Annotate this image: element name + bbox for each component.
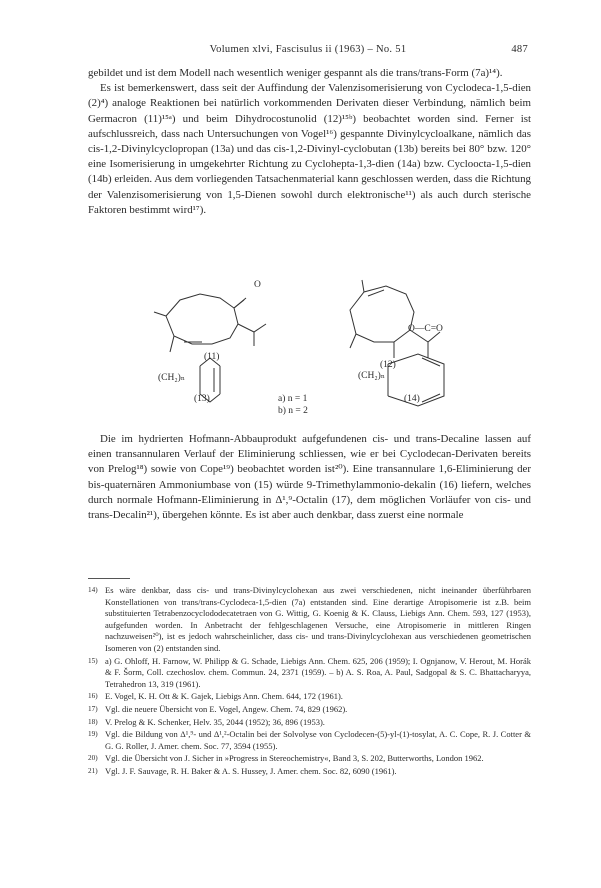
footnote bbox=[88, 656, 531, 691]
structure-12 bbox=[350, 280, 440, 358]
ketone-oxygen-label: O bbox=[254, 280, 261, 290]
footnote bbox=[88, 704, 531, 716]
footnote bbox=[88, 585, 531, 655]
running-head: Volumen xlvi, Fascisulus ii (1963) – No. 51 bbox=[209, 44, 407, 55]
structure-11 bbox=[154, 294, 266, 352]
body-text-upper bbox=[88, 66, 531, 218]
label-11: (11) bbox=[204, 352, 220, 362]
label-14: (14) bbox=[404, 394, 420, 404]
footnote-divider bbox=[88, 578, 130, 579]
ch2n-label-right: (CH₂)ₙ bbox=[358, 371, 385, 381]
footnote bbox=[88, 691, 531, 703]
footnote-mark: 18) bbox=[88, 717, 98, 726]
footnote-text: Vgl. J. F. Sauvage, R. H. Baker & A. S. Hussey, J. Amer. chem. Soc. 82, 6090 (1961). bbox=[105, 765, 397, 776]
footnote-mark: 21) bbox=[88, 766, 98, 775]
footnote-mark: 14) bbox=[88, 586, 98, 594]
footnote-text: Es wäre denkbar, dass cis- und trans-Divinylcyclohexan aus zwei verschiedenen, nicht ineinander überführbaren Konstellationen von trans/trans-Cyclodeca-1,5-dien (7a) entstanden sind. Eine derartige Atropisomerie ist z.B. beim substituierten Tetrabenzocyclododecatetraen von G. Wittig, G. Koenig & K. Clauss, Liebigs Ann. Chem. 593, 127 (1953), aufgefunden worden. In Anbetracht der fehlgeschlagenen Versuche, eine Atropisomerie in mittleren Ringen nachzuweisen²⁰), ist es jedoch wahrscheinlicher, dass cis- und trans-Divinylcyclohexan aus verschiedenen geometrischen Isomeren von (2) entstanden sind. bbox=[105, 585, 531, 653]
footnote-mark: 20) bbox=[88, 754, 98, 763]
paragraph-1: gebildet und ist dem Modell nach wesentlich weniger gespannt als die trans/trans-Form (7a)¹⁴). bbox=[88, 67, 503, 79]
footnote bbox=[88, 729, 531, 752]
paragraph-2: Es ist bemerkenswert, dass seit der Auffindung der Valenzisomerisierung von Cyclodeca-1,5-dien (2)⁴) analoge Reaktionen bei natürlich vorkommenden Derivaten dieser Verbindung, nämlich beim Germacron (11)¹⁵ᵃ) und beim Dihydrocostunolid (12)¹⁵ᵇ) beobachtet worden sind. Ferner ist aufschlussreich, dass nach Untersuchungen von Vogel¹⁶) gespannte Divinylcycloalkane, nämlich das cis-1,2-Divinylcyclopropan (13a) und das cis-1,2-Divinyl-cyclobutan (13b) bereits bei 80° bzw. 120° eine Isomerisierung in umgekehrter Richtung zu Cyclohepta-1,3-dien (14a) bzw. Cycloocta-1,5-dien (14b) erleiden. Aus dem vorliegenden Tatsachenmaterial kann geschlossen werden, dass die Richtung der Valenzisomerisierung von 1,5-Dienen sowohl durch elektronische¹¹) als auch durch sterische Faktoren bestimmt wird¹⁷). bbox=[88, 82, 531, 216]
chemical-structures-figure bbox=[88, 272, 531, 422]
body-text-lower bbox=[88, 432, 531, 523]
structure-drawings bbox=[88, 272, 531, 422]
footnote-text: a) G. Ohloff, H. Farnow, W. Philipp & G. Schade, Liebigs Ann. Chem. 625, 206 (1959); I. Ognjanow, V. Herout, M. Horák & F. Šorm, Coll. czechoslov. chem. Commun. 24, 2371 (1959). – b) A. S. Roa, A. Paul, Sadgopal & S. C. Bhattacharyya, Tetrahedron 13, 319 (1961). bbox=[105, 655, 531, 689]
paragraph-3: Die im hydrierten Hofmann-Abbauprodukt aufgefundenen cis- und trans-Decaline lassen auf einen transannularen Verlauf der Eliminierung schliessen, wie er bei Cyclodecan-Derivaten bereits von Prelog¹⁸) sowie von Cope¹⁹) beobachtet worden ist²⁰). Eine transannulare 1,6-Eliminierung der bis-quaternären Ammoniumbase von (15) würde 9-Trimethylammonio-dekalin (16) liefern, welches durch normale Hofmann-Eliminierung in Δ¹,⁹-Octalin (17), dem möglichen Vorläufer von cis- und trans-Decalin²¹), übergehen könnte. Es ist aber auch denkbar, dass zuerst eine normale bbox=[88, 433, 531, 522]
case-a: a) n = 1 bbox=[278, 394, 308, 404]
label-13: (13) bbox=[194, 394, 210, 404]
footnote-mark: 19) bbox=[88, 730, 98, 739]
footnote-text: Vgl. die neuere Übersicht von E. Vogel, Angew. Chem. 74, 829 (1962). bbox=[105, 703, 348, 714]
lactone-label: O—C=O bbox=[408, 324, 443, 334]
footnotes bbox=[88, 585, 531, 779]
footnote-text: Vgl. die Bildung von Δ¹,⁹- und Δ¹,²-Octalin bei der Solvolyse von Cyclodecen-(5)-yl-(1)-tosylat, A. C. Cope, R. J. Cotter & G. G. Roller, J. Amer. chem. Soc. 77, 3594 (1955). bbox=[105, 729, 531, 751]
ch2n-label-left: (CH₂)ₙ bbox=[158, 373, 185, 383]
footnote-mark: 16) bbox=[88, 692, 98, 701]
footnote-text: Vgl. die Übersicht von J. Sicher in »Progress in Stereochemistry«, Band 3, S. 202, Butterworths, London 1962. bbox=[105, 753, 484, 764]
footnote-mark: 17) bbox=[88, 704, 98, 713]
footnote bbox=[88, 753, 531, 765]
case-b: b) n = 2 bbox=[278, 406, 308, 416]
footnote bbox=[88, 717, 531, 729]
footnote-text: V. Prelog & K. Schenker, Helv. 35, 2044 (1952); 36, 896 (1953). bbox=[105, 716, 325, 727]
footnote-text: E. Vogel, K. H. Ott & K. Gajek, Liebigs Ann. Chem. 644, 172 (1961). bbox=[105, 691, 343, 702]
label-12: (12) bbox=[380, 360, 396, 370]
footnote-mark: 15) bbox=[88, 656, 98, 665]
page-number: 487 bbox=[511, 44, 528, 55]
footnote bbox=[88, 766, 531, 778]
